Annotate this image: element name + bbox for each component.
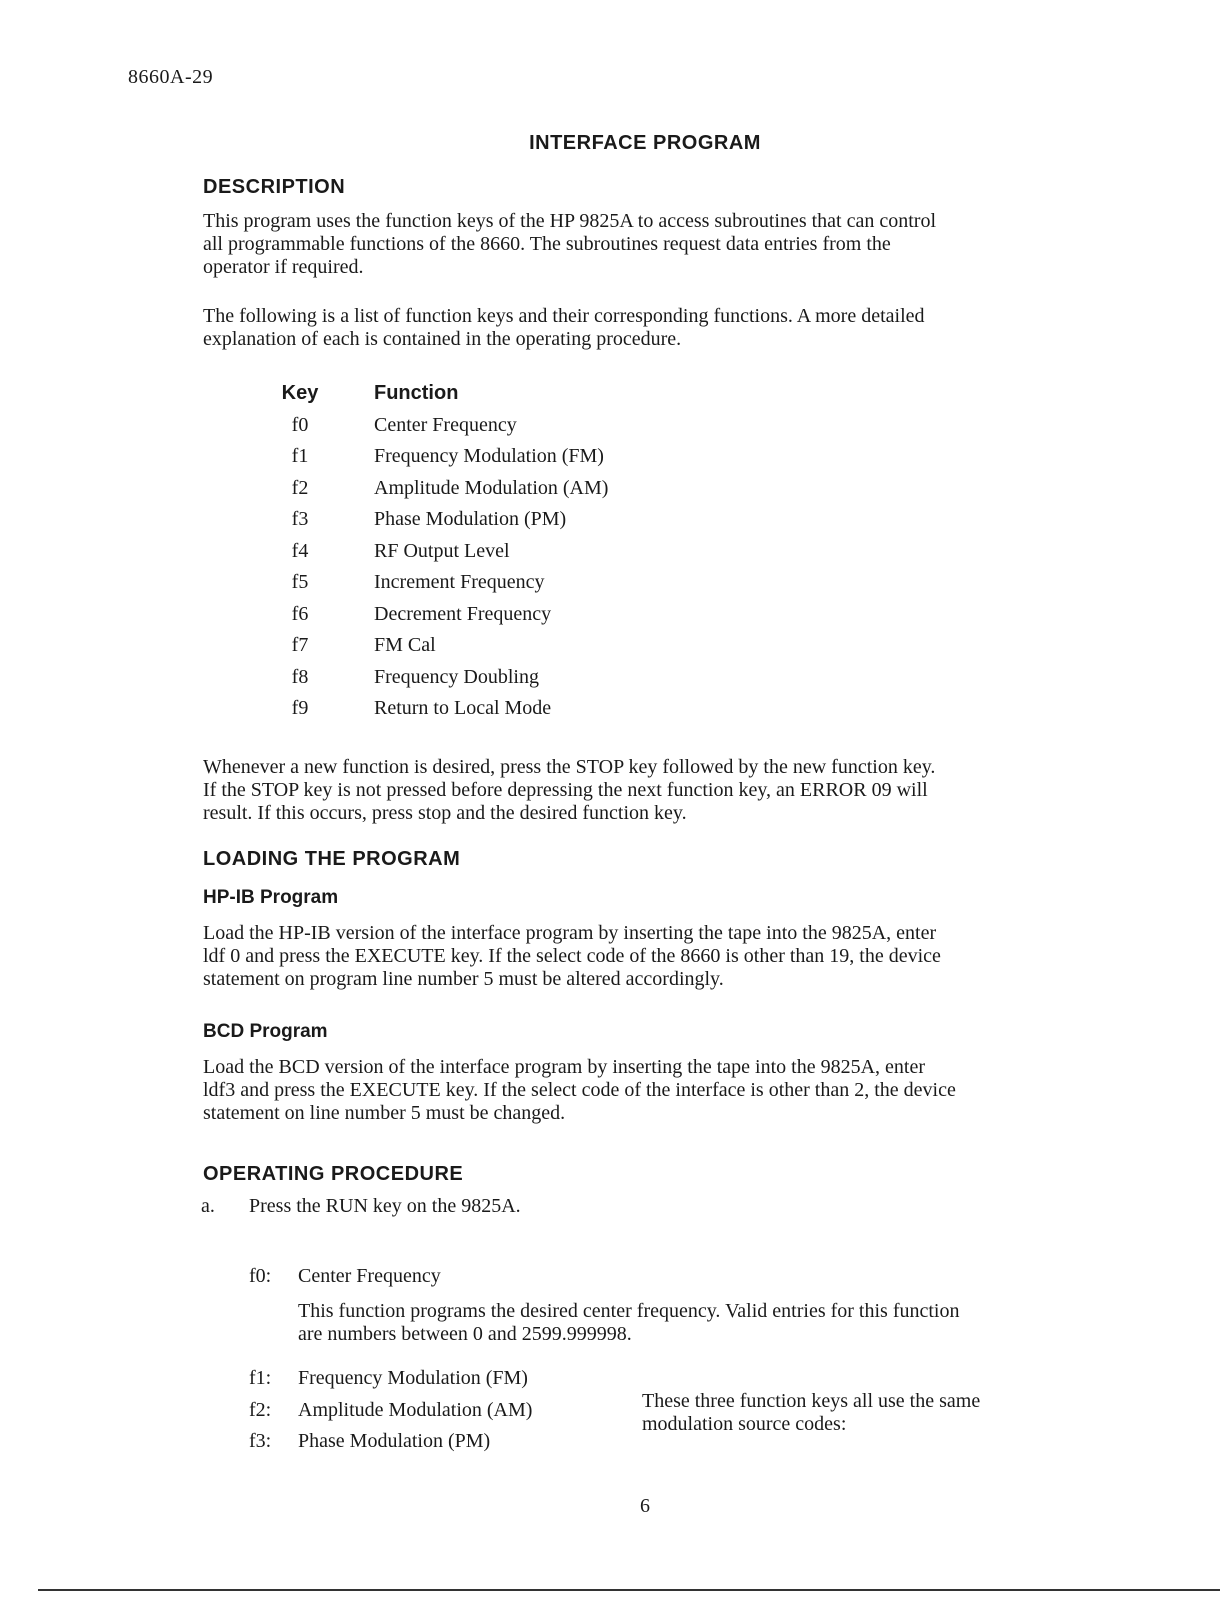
hpib-program-heading: HP-IB Program [203,887,339,908]
text-line: Load the BCD version of the interface program by inserting the tape into the 9825A, enter [203,1056,926,1078]
function-cell: Phase Modulation (PM) [374,508,567,530]
step-a-marker: a. [201,1195,215,1217]
text-line: The following is a list of function keys and their corresponding functions. A more detailed [203,305,925,327]
text-line: If the STOP key is not pressed before depressing the next function key, an ERROR 09 will [203,779,928,801]
function-name: Frequency Modulation (FM) [298,1367,528,1389]
text-line: operator if required. [203,256,364,278]
function-column-header: Function [374,382,459,404]
text-line: explanation of each is contained in the operating procedure. [203,328,682,350]
key-cell: f9 [291,697,309,719]
text-line: are numbers between 0 and 2599.999998. [298,1323,632,1345]
function-cell: Decrement Frequency [374,602,552,625]
description-paragraph-1 [203,210,1123,279]
page-number: 6 [640,1495,650,1517]
key-label: f2: [249,1398,272,1421]
bottom-rule [38,1589,1220,1591]
stop-key-note [203,756,1123,825]
text-line: ldf3 and press the EXECUTE key. If the select code of the interface is other than 2, the device [203,1079,956,1101]
function-cell: RF Output Level [374,539,510,562]
operating-procedure-heading: OPERATING PROCEDURE [203,1163,464,1185]
description-heading: DESCRIPTION [203,176,346,198]
function-cell: FM Cal [374,634,436,656]
text-line: Whenever a new function is desired, press the STOP key followed by the new function key. [203,756,936,778]
key-cell: f3 [291,508,309,530]
function-name: Amplitude Modulation (AM) [298,1398,533,1421]
function-cell: Frequency Modulation (FM) [374,445,604,467]
page-title: INTERFACE PROGRAM [529,132,761,154]
function-cell: Amplitude Modulation (AM) [374,476,609,499]
step-a-text: Press the RUN key on the 9825A. [249,1195,521,1217]
text-line: This program uses the function keys of the HP 9825A to access subroutines that can control [203,210,936,232]
modulation-note [642,1390,980,1436]
text-line: ldf 0 and press the EXECUTE key. If the select code of the 8660 is other than 19, the device [203,945,941,967]
key-label: f1: [249,1367,272,1389]
f0-description [298,1300,1118,1346]
text-line: These three function keys all use the same [642,1390,981,1412]
description-paragraph-2 [203,305,1123,351]
function-cell: Frequency Doubling [374,665,539,688]
f0-key-label: f0: [249,1265,272,1287]
text-line: statement on line number 5 must be changed. [203,1102,566,1124]
key-cell: f1 [291,445,309,467]
key-cell: f0 [291,413,309,436]
document-id: 8660A-29 [128,66,214,88]
text-line: modulation source codes: [642,1413,847,1435]
text-line: This function programs the desired center frequency. Valid entries for this function [298,1300,960,1322]
key-cell: f8 [291,665,309,688]
function-cell: Increment Frequency [374,571,545,593]
key-column-header: Key [281,382,319,404]
loading-heading: LOADING THE PROGRAM [203,848,461,870]
text-line: Load the HP-IB version of the interface program by inserting the tape into the 9825A, enter [203,922,937,944]
key-label: f3: [249,1430,272,1452]
f0-function-name: Center Frequency [298,1265,441,1287]
key-cell: f7 [291,634,309,656]
text-line: all programmable functions of the 8660. The subroutines request data entries from the [203,233,891,255]
key-cell: f4 [291,539,309,562]
function-cell: Center Frequency [374,413,517,436]
function-cell: Return to Local Mode [374,697,552,719]
function-name: Phase Modulation (PM) [298,1430,491,1452]
bcd-program-paragraph [203,1056,1123,1125]
bcd-program-heading: BCD Program [203,1021,328,1042]
text-line: statement on program line number 5 must be altered accordingly. [203,968,724,990]
key-cell: f2 [291,476,309,499]
key-cell: f5 [291,571,309,593]
hpib-program-paragraph [203,922,1123,991]
key-cell: f6 [291,602,309,625]
text-line: result. If this occurs, press stop and the desired function key. [203,802,687,824]
